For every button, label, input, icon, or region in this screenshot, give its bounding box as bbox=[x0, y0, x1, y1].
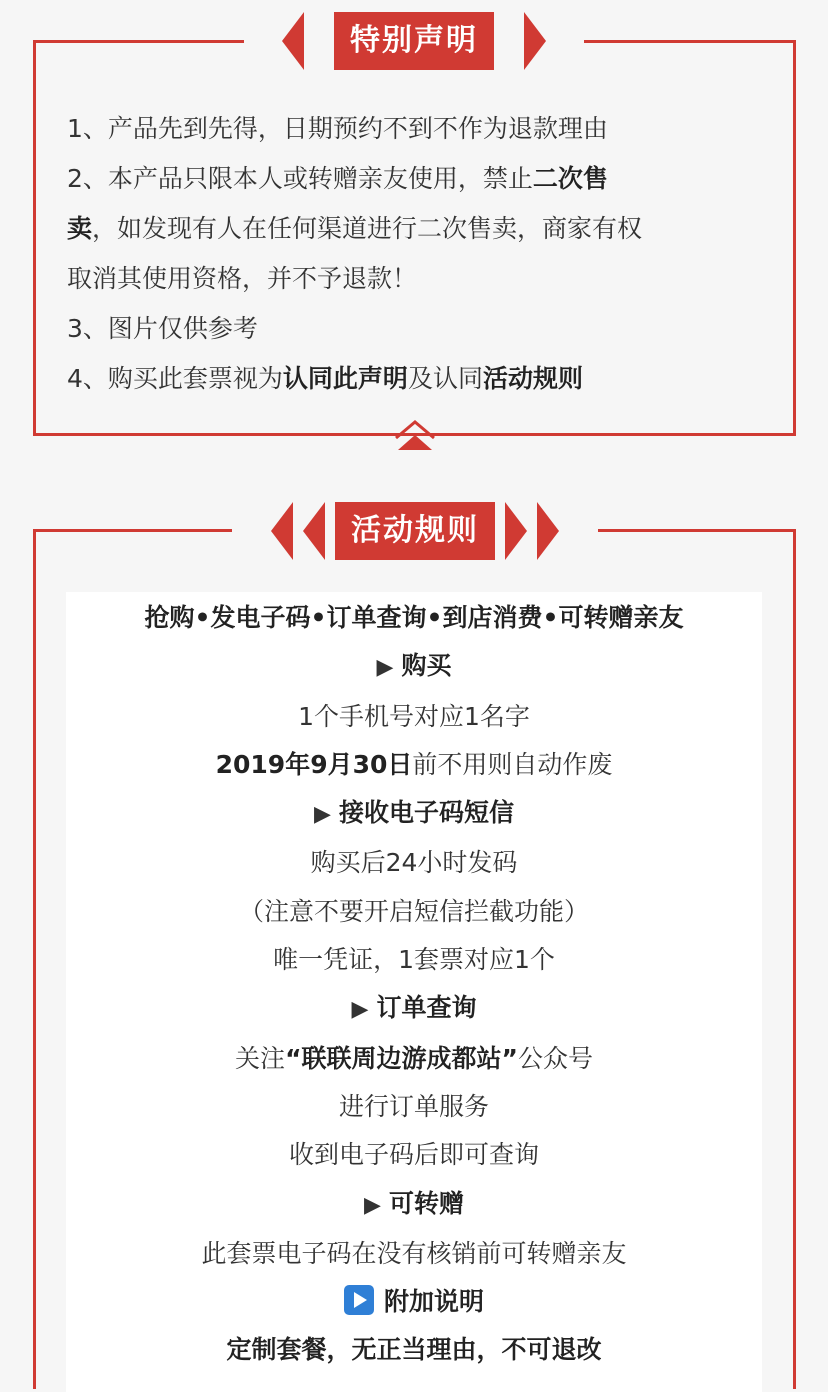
statement-line: 4、购买此套票视为认同此声明及认同活动规则 bbox=[67, 364, 583, 393]
statement-title: 特别声明 bbox=[334, 12, 494, 70]
rules-line: 定制套餐，无正当理由，不可退改 bbox=[226, 1335, 602, 1365]
right-arrow-icon bbox=[537, 502, 559, 560]
statement-line: 3、图片仅供参考 bbox=[67, 314, 258, 343]
statement-content bbox=[67, 104, 767, 404]
right-arrow-icon bbox=[505, 502, 527, 560]
sms-heading: ▶ 接收电子码短信 bbox=[314, 798, 514, 828]
right-arrow-icon bbox=[524, 12, 546, 70]
statement-line: 取消其使用资格，并不予退款！ bbox=[67, 264, 418, 293]
rules-line: 购买后24小时发码 bbox=[310, 848, 518, 878]
play-button-icon bbox=[344, 1285, 374, 1315]
rules-title: 活动规则 bbox=[335, 502, 495, 560]
rules-line: 收到电子码后即可查询 bbox=[288, 1140, 539, 1170]
rules-line: （注意不要开启短信拦截功能） bbox=[238, 896, 589, 926]
rules-content bbox=[66, 594, 762, 1375]
statement-line: 2、本产品只限本人或转赠亲友使用，禁止二次售 bbox=[67, 164, 608, 193]
double-chevron-up-icon bbox=[392, 416, 438, 456]
play-triangle-icon: ▶ bbox=[364, 1192, 381, 1218]
rules-line: 此套票电子码在没有核销前可转赠亲友 bbox=[201, 1238, 627, 1268]
transfer-heading: ▶ 可转赠 bbox=[364, 1188, 464, 1218]
extra-heading: 附加说明 bbox=[66, 1278, 762, 1326]
play-triangle-icon: ▶ bbox=[314, 802, 331, 828]
rules-line: 进行订单服务 bbox=[338, 1091, 489, 1121]
left-arrow-icon bbox=[303, 502, 325, 560]
left-arrow-icon bbox=[271, 502, 293, 560]
query-heading: ▶ 订单查询 bbox=[351, 993, 477, 1023]
rules-title-bar bbox=[232, 502, 598, 560]
buy-heading: ▶ 购买 bbox=[376, 651, 452, 681]
statement-line: 1、产品先到先得，日期预约不到不作为退款理由 bbox=[67, 114, 608, 143]
left-arrow-icon bbox=[282, 12, 304, 70]
rules-flow: 抢购•发电子码•订单查询•到店消费•可转赠亲友 bbox=[144, 603, 684, 632]
statement-line: 卖，如发现有人在任何渠道进行二次售卖，商家有权 bbox=[67, 214, 643, 243]
rules-line: 唯一凭证，1套票对应1个 bbox=[273, 945, 555, 975]
statement-title-bar bbox=[244, 12, 584, 70]
play-triangle-icon: ▶ bbox=[351, 997, 369, 1023]
rules-line: 关注“联联周边游成都站”公众号 bbox=[235, 1043, 593, 1073]
play-triangle-icon: ▶ bbox=[376, 655, 394, 681]
rules-line: 1个手机号对应1名字 bbox=[298, 701, 530, 731]
rules-line: 2019年9月30日前不用则自动作废 bbox=[215, 749, 613, 779]
